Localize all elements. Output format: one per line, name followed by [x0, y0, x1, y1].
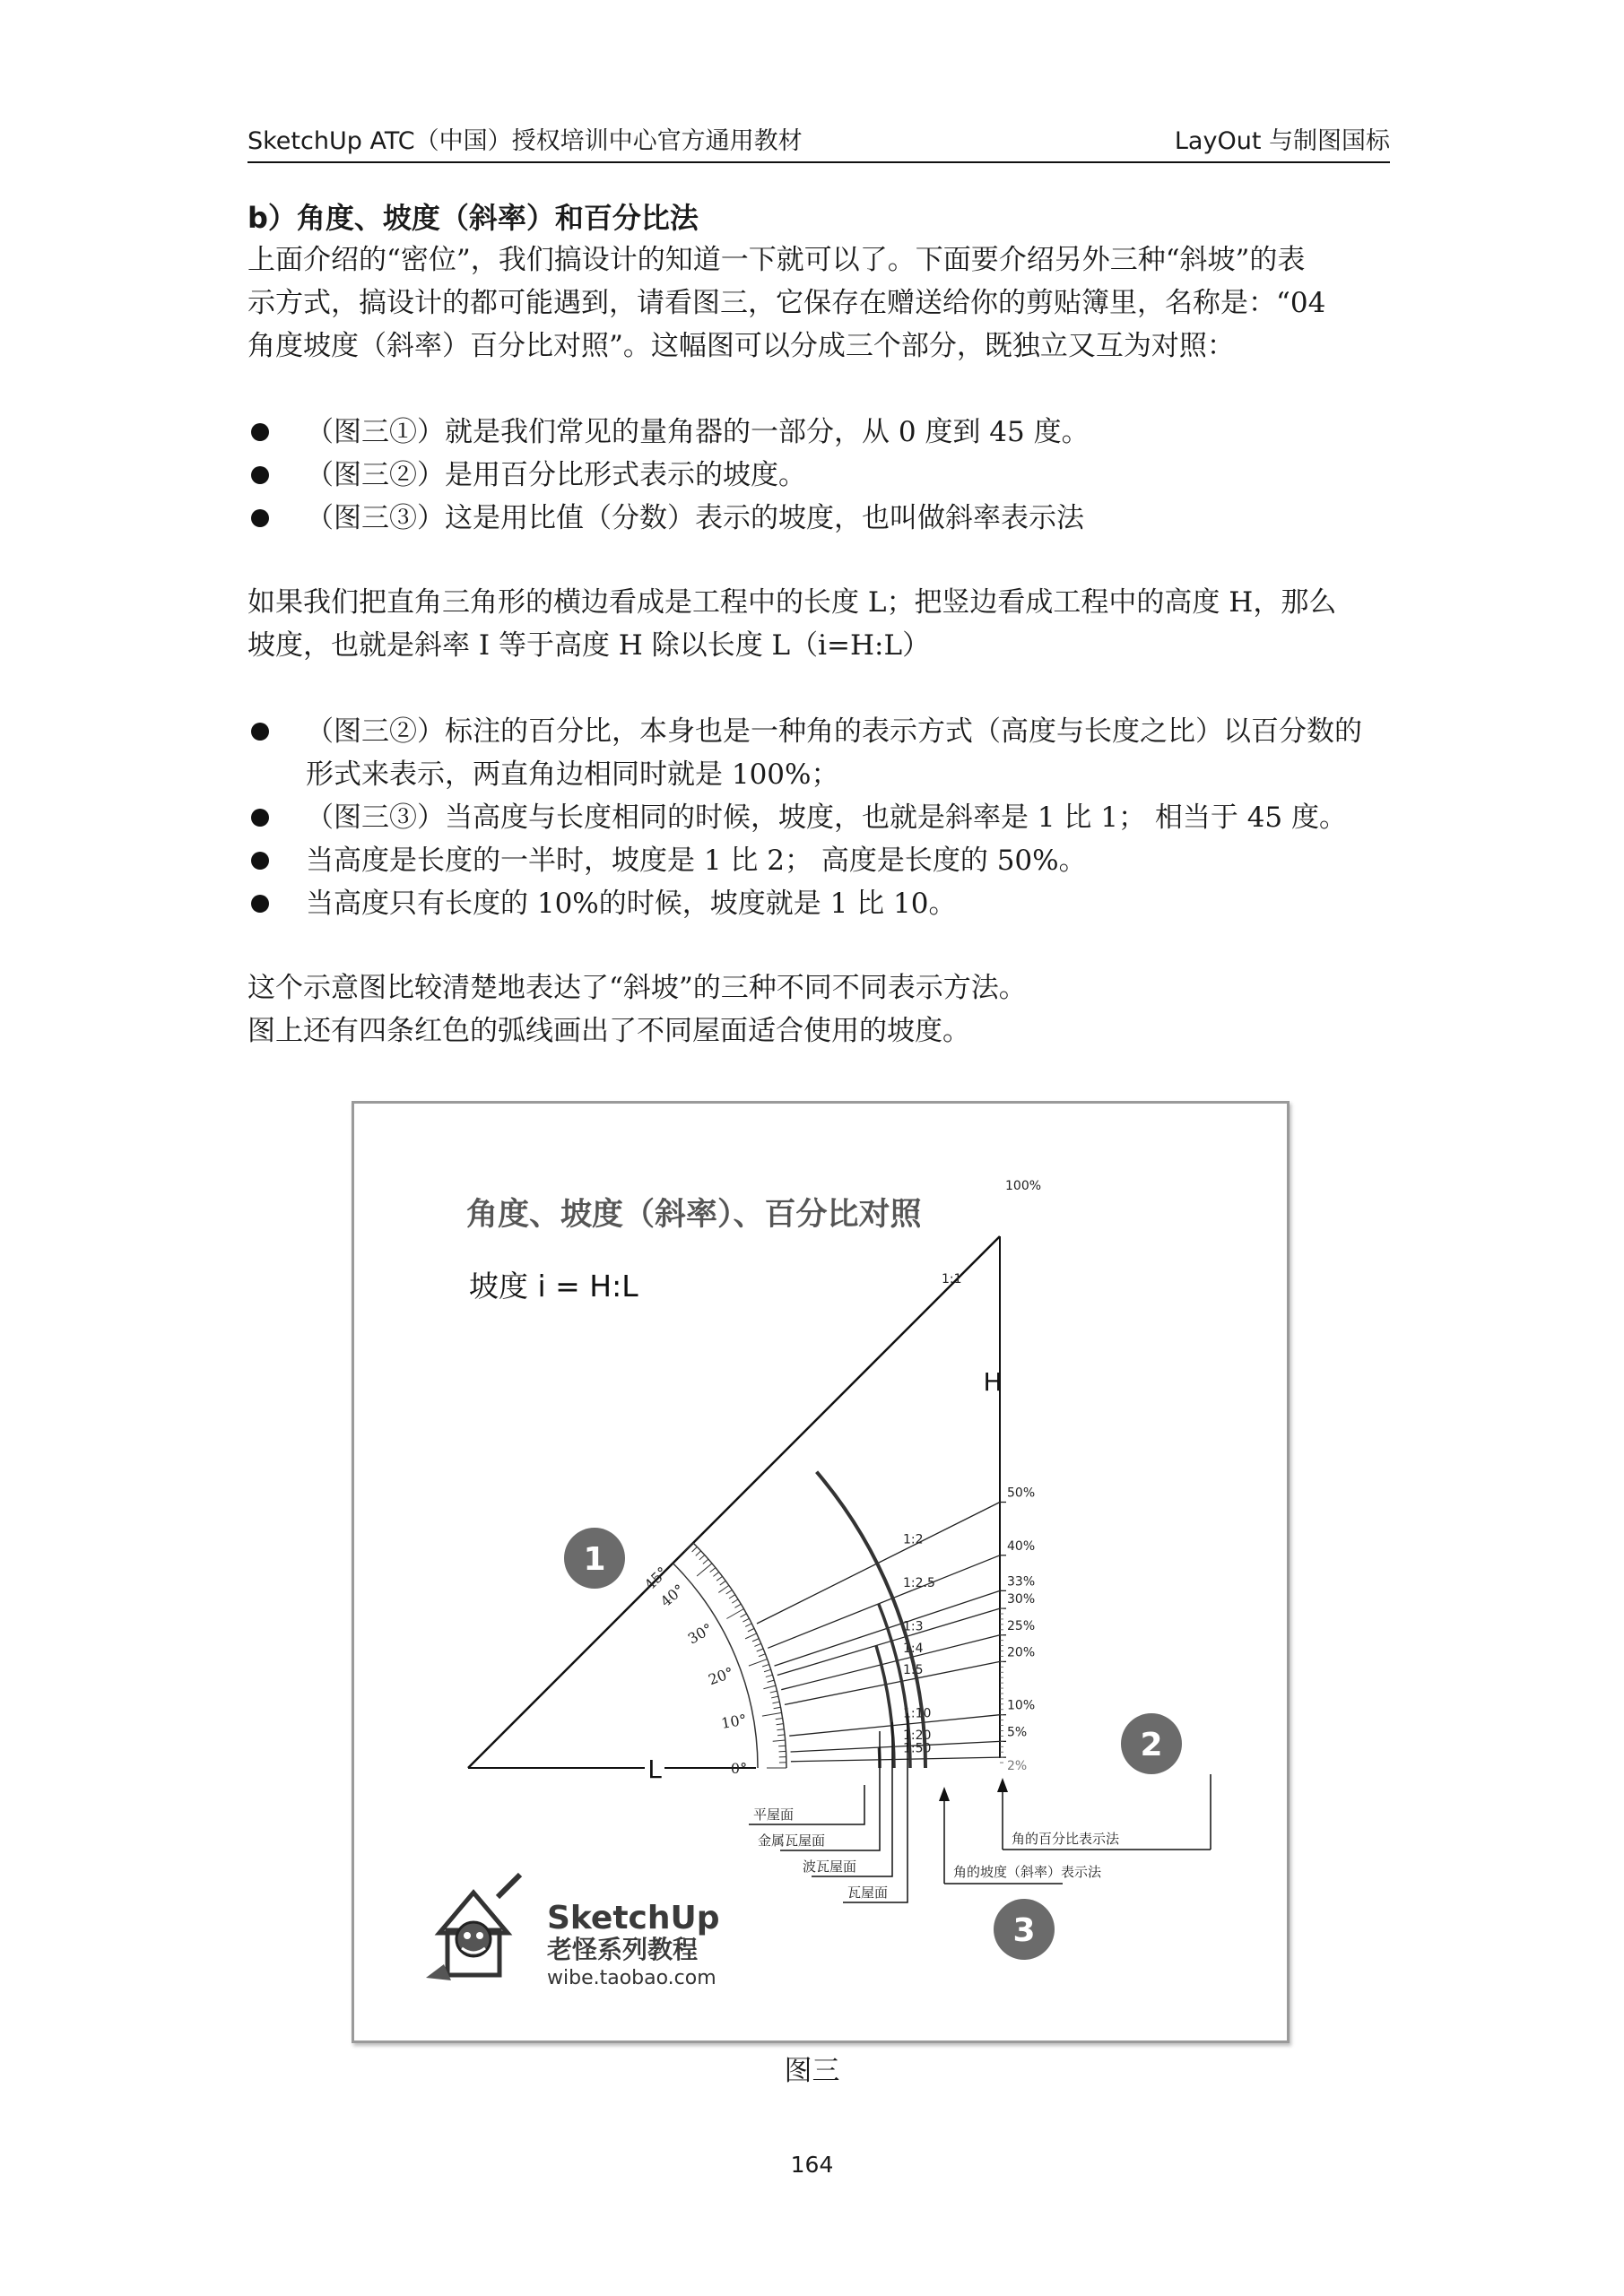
page-number: 164 — [790, 2152, 834, 2178]
protractor-tick — [713, 1572, 718, 1576]
roof-label-tile: 瓦屋面 — [847, 1884, 888, 1901]
protractor-tick — [697, 1564, 712, 1576]
badge-number-1: 1 — [583, 1541, 606, 1578]
protractor-tick — [776, 1718, 783, 1719]
bullet-list-explanations — [248, 710, 1395, 925]
protractor-tick — [777, 1735, 785, 1736]
slope-definition-paragraph — [248, 581, 1395, 667]
bullet-dot-icon — [251, 509, 269, 527]
percent-label: 40% — [1007, 1538, 1036, 1554]
percent-label: 33% — [1007, 1574, 1036, 1590]
bullet-dot-icon — [251, 852, 269, 870]
closing-paragraph — [248, 966, 1395, 1053]
roof-label-corrugated: 波瓦屋面 — [802, 1858, 856, 1875]
protractor-tick — [699, 1555, 705, 1559]
figure-slope-comparison — [352, 1101, 1290, 2043]
protractor-tick — [716, 1576, 722, 1581]
ratio-label: 1:2.5 — [903, 1576, 935, 1590]
ratio-label: 1:2 — [903, 1532, 924, 1547]
protractor-tick — [729, 1595, 735, 1599]
protractor-tick — [754, 1643, 760, 1646]
protractor-tick — [749, 1659, 768, 1667]
bullet-dot-icon — [251, 895, 269, 913]
bullet-dot-icon — [251, 466, 269, 484]
protractor-tick — [710, 1568, 716, 1573]
slope-line — [789, 1715, 1000, 1736]
protractor-tick — [768, 1680, 775, 1682]
label-height-H: H — [983, 1367, 1003, 1397]
badge-ratio — [994, 1899, 1055, 1960]
protractor-tick — [718, 1585, 728, 1592]
list-item: 当高度是长度的一半时，坡度是 1 比 2； 高度是长度的 50%。 — [248, 839, 1395, 882]
intro-line: 角度坡度（斜率）百分比对照”。这幅图可以分成三个部分，既独立又互为对照： — [248, 330, 1235, 362]
protractor-tick — [773, 1740, 786, 1741]
percent-method-marker — [997, 1774, 1211, 1850]
protractor-tick — [726, 1590, 733, 1593]
protractor-tick — [770, 1691, 777, 1693]
bullet-dot-icon — [251, 723, 269, 741]
header-book-title: SketchUp ATC（中国）授权培训中心官方通用教材 — [248, 127, 803, 155]
ratio-label: 1:10 — [903, 1706, 932, 1721]
badge-number-2: 2 — [1140, 1727, 1163, 1763]
list-item: （图三③）当高度与长度相同的时候，坡度，也就是斜率是 1 比 1； 相当于 45 度。 — [248, 796, 1395, 839]
protractor-tick — [703, 1559, 708, 1564]
slope-diagram-svg — [354, 1104, 1287, 2040]
angle-tick-label: 20° — [706, 1663, 736, 1689]
list-item: 当高度只有长度的 10%的时候，坡度就是 1 比 10。 — [248, 882, 1395, 925]
badge-number-3: 3 — [1012, 1912, 1036, 1949]
ratio-label: 1:4 — [903, 1641, 924, 1656]
percent-label: 20% — [1007, 1645, 1036, 1660]
protractor-tick — [745, 1633, 757, 1639]
percent-label: 25% — [1007, 1618, 1036, 1633]
protractor-tick — [763, 1685, 776, 1689]
ratio-label: 1:3 — [903, 1619, 924, 1634]
list-item: （图三③）这是用比值（分数）表示的坡度，也叫做斜率表示法 — [248, 497, 1395, 540]
paragraph-line: 这个示意图比较清楚地表达了“斜坡”的三种不同不同表示方法。 — [248, 972, 1027, 1004]
slope-lines-group — [641, 1472, 1035, 1777]
badge-percent — [1121, 1713, 1182, 1774]
list-item: （图三①）就是我们常见的量角器的一部分，从 0 度到 45 度。 — [248, 411, 1395, 454]
label-length-L: L — [647, 1754, 662, 1784]
roof-type-legend — [749, 1713, 908, 1902]
protractor-tick — [759, 1654, 765, 1657]
figure-title: 角度、坡度（斜率）、百分比对照 — [466, 1197, 922, 1233]
angle-tick-label: 10° — [719, 1711, 749, 1732]
section-title: b）角度、坡度（斜率）和百分比法 — [248, 201, 699, 235]
intro-line: 示方式，搞设计的都可能遇到，请看图三，它保存在赠送给你的剪贴簿里，名称是：“04 — [248, 287, 1326, 319]
ratio-label: 1:20 — [903, 1728, 932, 1743]
bullet-dot-icon — [251, 423, 269, 441]
protractor-tick — [762, 1712, 782, 1716]
roof-label-metal-tile: 金属瓦屋面 — [757, 1832, 825, 1849]
logo-series: 老怪系列教程 — [547, 1935, 699, 1964]
percent-label-100: 100% — [1005, 1179, 1042, 1193]
slope-line — [768, 1555, 1000, 1648]
protractor-tick — [748, 1628, 754, 1632]
logo-url: wibe.taobao.com — [547, 1967, 716, 1989]
percent-label: 5% — [1007, 1725, 1028, 1740]
angle-tick-label: 30° — [684, 1619, 716, 1648]
ratio-label-1-1: 1:1 — [942, 1272, 962, 1287]
percent-label: 10% — [1007, 1698, 1036, 1713]
list-item: （图三②）标注的百分比，本身也是一种角的表示方式（高度与长度之比）以百分数的 形式来表示，两直角边相同时就是 100%； — [248, 710, 1395, 796]
angle-tick-label: 0° — [730, 1760, 748, 1777]
percent-label: 50% — [1007, 1486, 1036, 1501]
intro-paragraph — [248, 238, 1395, 368]
protractor-tick — [757, 1649, 763, 1651]
mascot-house-icon — [426, 1875, 520, 1980]
header-rule — [248, 161, 1390, 163]
protractor-tick — [777, 1724, 784, 1725]
protractor-tick — [772, 1702, 779, 1703]
protractor-tick — [684, 1543, 693, 1552]
protractor-tick — [752, 1639, 759, 1642]
protractor-tick — [762, 1664, 769, 1667]
angle-tick-label: 40° — [656, 1581, 688, 1611]
paragraph-line: 如果我们把直角三角形的横边看成是工程中的长度 L；把竖边看成工程中的高度 H，那么 — [248, 586, 1337, 619]
protractor-tick — [771, 1696, 778, 1698]
protractor-tick — [777, 1729, 784, 1730]
slope-line — [777, 1608, 1000, 1675]
protractor-tick — [743, 1618, 749, 1622]
ratio-label: 1:50 — [903, 1741, 932, 1756]
protractor-tick — [764, 1669, 771, 1671]
bullet-list-figure-parts — [248, 411, 1395, 540]
protractor-tick — [740, 1614, 746, 1617]
header-chapter-title: LayOut 与制图国标 — [1174, 127, 1390, 155]
protractor-tick — [766, 1675, 773, 1677]
logo-brand: SketchUp — [547, 1900, 720, 1936]
figure-caption: 图三 — [784, 2055, 840, 2087]
running-header — [248, 122, 1390, 161]
ratio-label: 1:5 — [903, 1663, 924, 1677]
badge-protractor — [564, 1528, 625, 1589]
sketchup-logo — [426, 1875, 720, 1989]
percent-method-arrow-icon — [997, 1778, 1008, 1792]
protractor-tick — [774, 1707, 781, 1709]
slope-line — [781, 1635, 1000, 1690]
ratio-method-label: 角的坡度（斜率）表示法 — [953, 1864, 1102, 1880]
bullet-dot-icon — [251, 809, 269, 827]
protractor-tick — [745, 1624, 751, 1627]
roof-label-flat: 平屋面 — [752, 1806, 794, 1823]
protractor-tick — [720, 1581, 725, 1585]
paragraph-line: 图上还有四条红色的弧线画出了不同屋面适合使用的坡度。 — [248, 1015, 970, 1047]
protractor-tick — [734, 1604, 741, 1607]
slope-line — [785, 1661, 1000, 1704]
percent-method-label: 角的百分比表示法 — [1012, 1831, 1120, 1847]
percent-label: 2% — [1007, 1759, 1028, 1774]
protractor-tick — [726, 1609, 743, 1619]
protractor-tick — [732, 1599, 738, 1603]
protractor-tick — [692, 1547, 698, 1552]
ratio-method-arrow-icon — [939, 1787, 950, 1801]
list-item: （图三②）是用百分比形式表示的坡度。 — [248, 454, 1395, 497]
protractor-outer-arc — [693, 1543, 786, 1768]
angle-tick-label: 45° — [640, 1563, 672, 1594]
percent-label: 30% — [1007, 1592, 1036, 1607]
paragraph-line: 坡度，也就是斜率 I 等于高度 H 除以长度 L（i=H:L） — [248, 629, 931, 662]
intro-line: 上面介绍的“密位”，我们搞设计的知道一下就可以了。下面要介绍另外三种“斜坡”的表 — [248, 244, 1306, 276]
protractor-tick — [696, 1551, 701, 1555]
figure-formula: 坡度 i = H:L — [469, 1269, 638, 1304]
